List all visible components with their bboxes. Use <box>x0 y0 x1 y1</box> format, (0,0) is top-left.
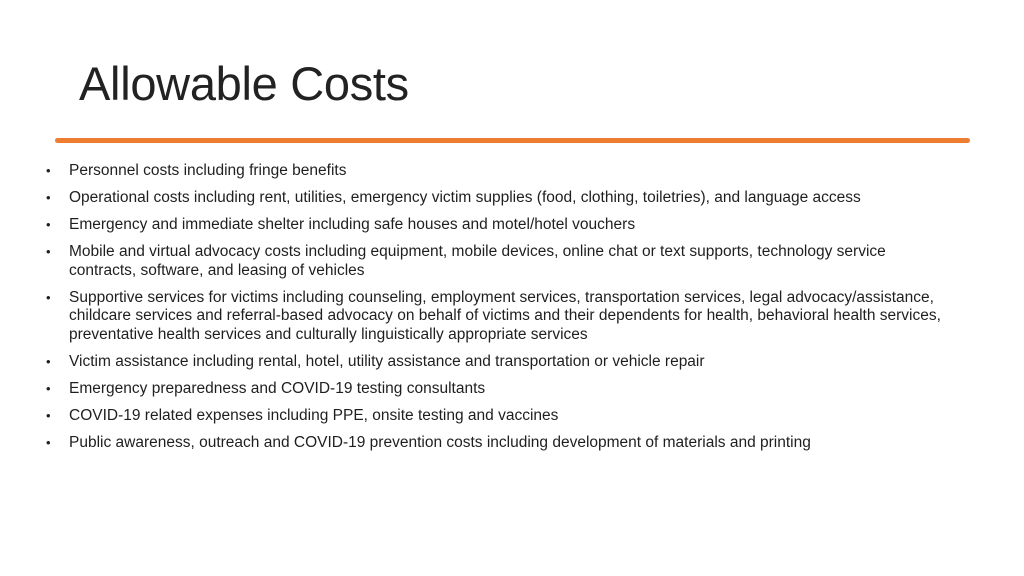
bullet-text: Public awareness, outreach and COVID-19 prevention costs including development of materials and printing <box>69 433 811 451</box>
bullet-list <box>44 162 954 461</box>
bullet-icon: • <box>46 434 51 450</box>
bullet-item <box>44 434 954 453</box>
bullet-icon: • <box>46 407 51 423</box>
bullet-text: Victim assistance including rental, hotel, utility assistance and transportation or vehicle repair <box>69 352 705 370</box>
bullet-text: Operational costs including rent, utilities, emergency victim supplies (food, clothing, toiletries), and language access <box>69 189 861 206</box>
bullet-text: Supportive services for victims including counseling, employment services, transportation services, legal advocacy/assistance, childcare services and referral-based advocacy on behalf of victims and their dependents for health, behavioral health services, preventative health services and culturally linguistically appropriate services <box>69 288 941 343</box>
bullet-text: Mobile and virtual advocacy costs including equipment, mobile devices, online chat or text supports, technology service contracts, software, and leasing of vehicles <box>69 243 886 279</box>
bullet-text: Personnel costs including fringe benefits <box>69 162 347 179</box>
bullet-item <box>44 289 954 345</box>
slide-title: Allowable Costs <box>79 57 409 110</box>
bullet-icon: • <box>46 163 51 178</box>
bullet-item <box>44 380 954 399</box>
bullet-icon: • <box>46 289 51 305</box>
bullet-item <box>44 407 954 426</box>
bullet-icon: • <box>46 353 51 369</box>
bullet-item <box>44 216 954 235</box>
bullet-icon: • <box>46 217 51 232</box>
bullet-text: Emergency and immediate shelter including safe houses and motel/hotel vouchers <box>69 216 636 233</box>
title-divider <box>55 138 970 143</box>
bullet-item <box>44 353 954 372</box>
bullet-icon: • <box>46 380 51 396</box>
bullet-icon: • <box>46 190 51 205</box>
bullet-item <box>44 162 954 181</box>
bullet-text: Emergency preparedness and COVID-19 testing consultants <box>69 379 486 397</box>
bullet-item <box>44 189 954 208</box>
bullet-icon: • <box>46 244 51 259</box>
bullet-item <box>44 243 954 280</box>
bullet-text: COVID-19 related expenses including PPE, onsite testing and vaccines <box>69 406 559 424</box>
